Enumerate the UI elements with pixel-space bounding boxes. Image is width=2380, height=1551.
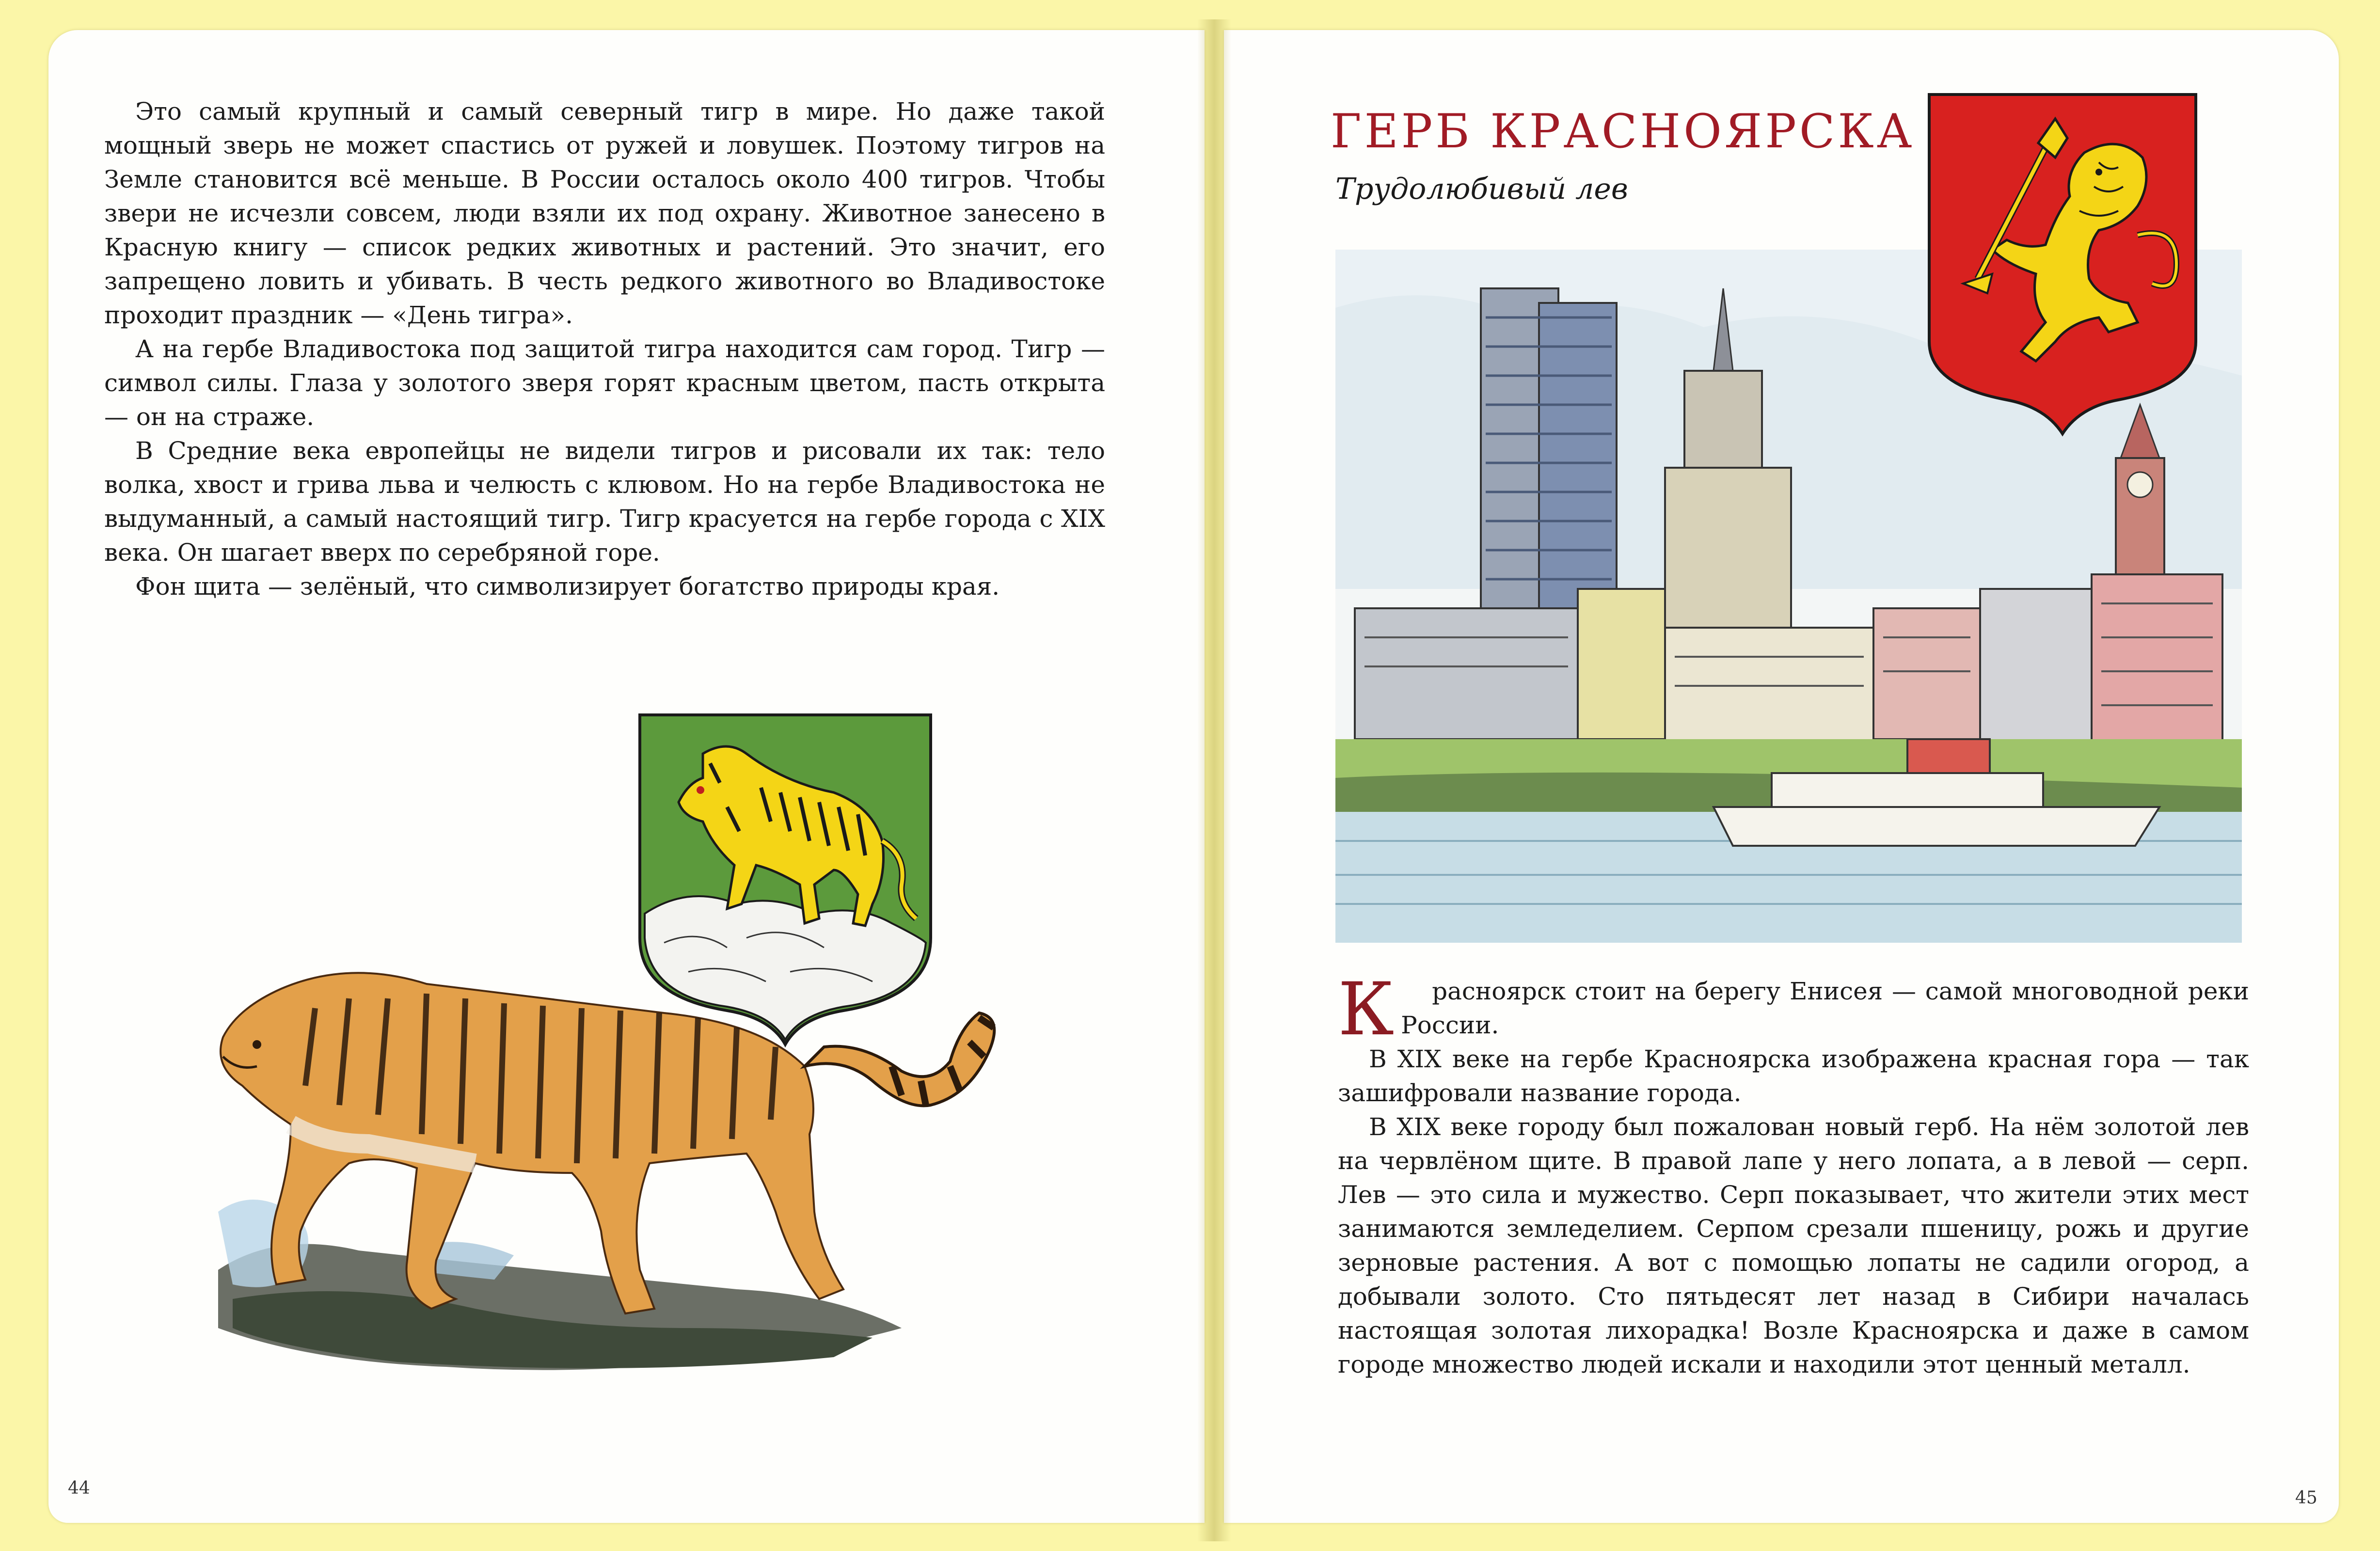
page-subtitle: Трудолюбивый лев — [1335, 172, 1628, 206]
krasnoyarsk-coat-of-arms — [1924, 90, 2201, 439]
left-paragraph-4: Фон щита — зелёный, что символизирует богатство природы края. — [135, 572, 1000, 601]
left-page-text — [104, 95, 1105, 603]
left-paragraph-3: В Средние века европейцы не видели тигров и рисовали их так: тело волка, хвост и грива льва и челюсть с клювом. Но на гербе Владивостока не выдуманный, а самый настоящий тигр. Тигр красуется на гербе города с XIX века. Он шагает вверх по серебряной горе. — [104, 437, 1105, 567]
page-number-right: 45 — [2295, 1488, 2317, 1508]
drop-cap: К — [1338, 967, 1395, 1052]
page-title: ГЕРБ КРАСНОЯРСКА — [1331, 104, 1915, 158]
left-paragraph-2: А на гербе Владивостока под защитой тигра находится сам город. Тигр — символ силы. Глаза у золотого зверя горят красным цветом, пасть открыта — он на страже. — [104, 335, 1105, 431]
amur-tiger-illustration — [204, 960, 1028, 1386]
right-paragraph-3: В XIX веке городу был пожалован новый герб. На нём золотой лев на червлёном щите. В правой лапе у него лопата, а в левой — серп. Лев — это сила и мужество. Серп показывает, что жители этих мест занимаются земледелием. Серпом срезали пшеницу, рожь и другие зерновые растения. А вот с помощью лопаты не садили огород, а добывали золото. Сто пятьдесят лет назад в Сибири началась настоящая золотая лихорадка! Возле Красноярска и даже в самом городе множество людей искали и находили этот ценный металл. — [1338, 1113, 2249, 1378]
right-paragraph-2: В XIX веке на гербе Красноярска изображена красная гора — так зашифровали название города. — [1338, 1045, 2249, 1107]
page-number-left: 44 — [68, 1478, 90, 1498]
left-paragraph-1: Это самый крупный и самый северный тигр в мире. Но даже такой мощный зверь не может спастись от ружей и ловушек. Поэтому тигров на Земле становится всё меньше. В России осталось около 400 тигров. Чтобы звери не исчезли совсем, люди взяли их под охрану. Животное занесено в Красную книгу — список редких животных и растений. Это значит, его запрещено ловить и убивать. В честь редкого животного во Владивостоке проходит праздник — «День тигра». — [104, 97, 1105, 329]
right-paragraph-1-text: расноярск стоит на берегу Енисея — самой многоводной реки России. — [1401, 977, 2249, 1039]
right-paragraph-1 — [1338, 967, 2249, 1052]
right-page-text — [1338, 967, 2249, 1381]
book-gutter — [1197, 19, 1231, 1541]
